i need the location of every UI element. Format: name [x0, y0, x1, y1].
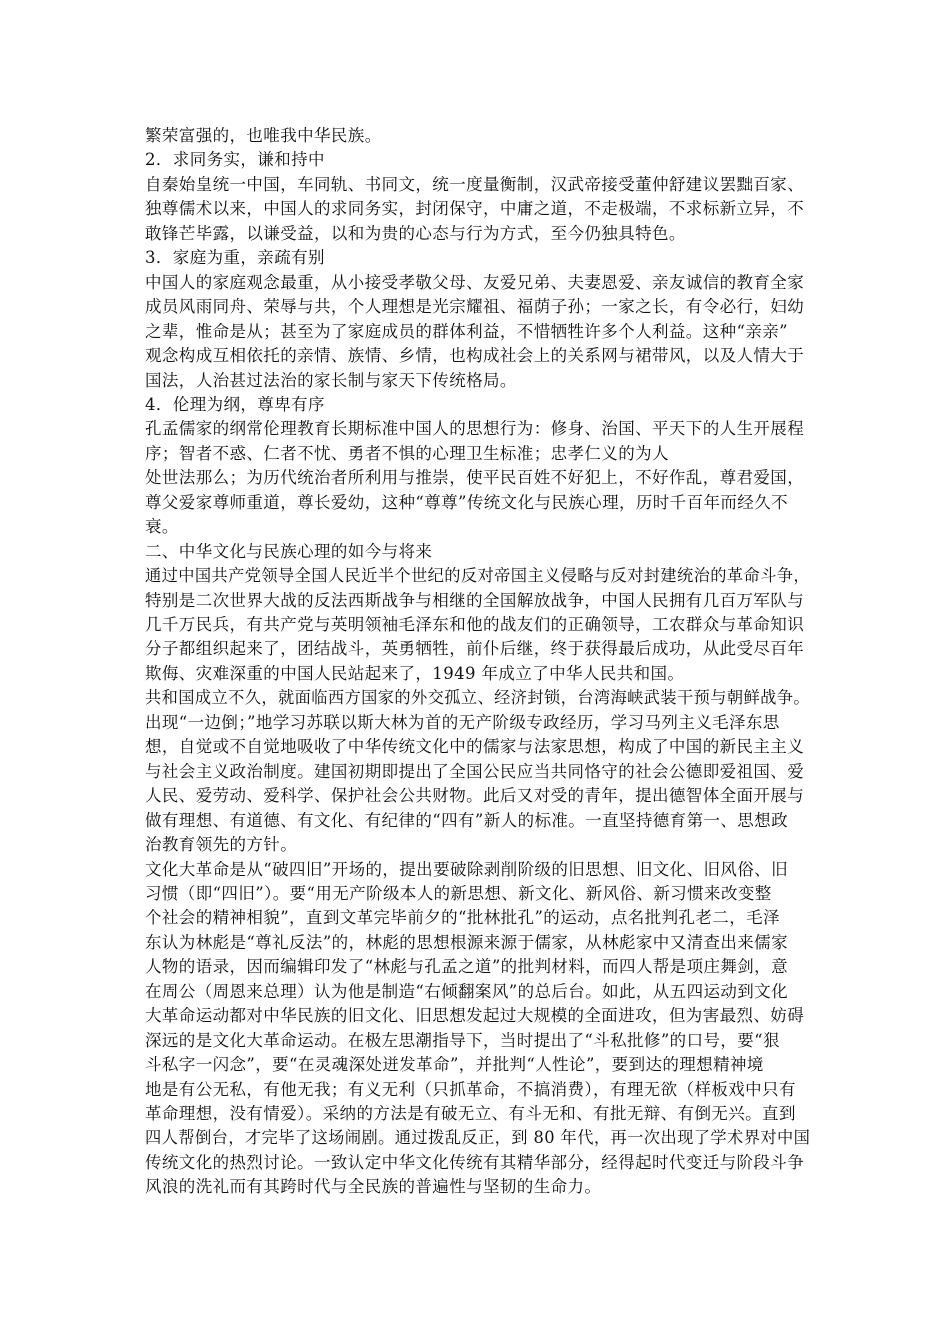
text-line: 特别是二次世界大战的反法西斯战争与相继的全国解放战争，中国人民拥有几百万军队与: [145, 590, 805, 610]
text-line: 自秦始皇统一中国，车同轨、书同文，统一度量衡制，汉武帝接受董仲舒建议罢黜百家、: [145, 174, 805, 194]
text-line: 革命理想，没有情爱）。采纳的方法是有破无立、有斗无和、有批无辩、有倒无兴。直到: [145, 1104, 796, 1123]
text-line: 3．家庭为重，亲疏有别: [145, 248, 325, 268]
text-line: 观念构成互相依托的亲情、族情、乡情，也构成社会上的关系网与裙带风，以及人情大于: [145, 346, 805, 365]
text-line: 处世法那么；为历代统治者所利用与推崇，使平民百姓不好犯上，不好作乱，尊君爱国，: [145, 468, 805, 488]
text-line: 2．求同务实，谦和持中: [145, 150, 325, 170]
text-line: 风浪的洗礼而有其跨时代与全民族的普遍性与坚韧的生命力。: [145, 1177, 602, 1197]
text-line: 人民、爱劳动、爱科学、保护社会公共财物。此后又对受的青年，提出德智体全面开展与: [145, 786, 805, 806]
text-line: 繁荣富强的，也唯我中华民族。: [145, 126, 382, 145]
text-line: 人物的语录，因而编辑印发了“林彪与孔孟之道”的批判材料，而四人帮是项庄舞剑，意: [145, 957, 788, 977]
text-line: 文化大革命是从“破四旧”开场的，提出要破除剥削阶级的旧思想、旧文化、旧风俗、旧: [145, 859, 788, 879]
text-line: 东认为林彪是“尊礼反法”的，林彪的思想根源来源于儒家，从林彪家中又清查出来儒家: [145, 932, 788, 952]
text-line: 四人帮倒台，才完毕了这场闹剧。通过拨乱反正，到 80 年代，再一次出现了学术界对中国: [145, 1128, 811, 1148]
text-line: 衰。: [145, 517, 179, 537]
text-line: 做有理想、有道德、有文化、有纪律的“四有”新人的标准。一直坚持德育第一、思想政: [145, 810, 788, 830]
text-line: 二、中华文化与民族心理的如今与将来: [145, 541, 433, 561]
text-line: 斗私字一闪念”，要“在灵魂深处迸发革命”，并批判“人性论”，要到达的理想精神境: [145, 1055, 764, 1075]
text-line: 想，自觉或不自觉地吸收了中华传统文化中的儒家与法家思想，构成了中国的新民主主义: [145, 737, 805, 757]
text-line: 独尊儒术以来，中国人的求同务实，封闭保守，中庸之道，不走极端，不求标新立异，不: [145, 199, 805, 219]
text-line: 地是有公无私，有他无我；有义无利（只抓革命，不搞消费），有理无欲（样板戏中只有: [145, 1079, 796, 1099]
text-line: 在周公（周恩来总理）认为他是制造“右倾翻案风”的总后台。如此，从五四运动到文化: [145, 981, 788, 1001]
text-line: 孔孟儒家的纲常伦理教育长期标准中国人的思想行为：修身、治国、平天下的人生开展程: [145, 419, 805, 439]
text-line: 中国人的家庭观念最重，从小接受孝敬父母、友爱兄弟、夫妻恩爱、亲友诚信的教育全家: [145, 272, 805, 292]
text-line: 个社会的精神相貌”，直到文革完毕前夕的“批林批孔”的运动，点名批判孔老二，毛泽: [145, 908, 780, 928]
text-line: 共和国成立不久，就面临西方国家的外交孤立、经济封锁，台湾海峡武装干预与朝鲜战争。: [145, 688, 810, 708]
text-line: 尊父爱家尊师重道，尊长爱幼，这种“尊尊”传统文化与民族心理，历时千百年而经久不: [145, 492, 788, 512]
text-line: 国法，人治甚过法治的家长制与家天下传统格局。: [145, 370, 517, 390]
text-line: 敢锋芒毕露，以谦受益，以和为贵的心态与行为方式，至今仍独具特色。: [145, 223, 686, 243]
text-line: 序；智者不惑、仁者不忧、勇者不惧的心理卫生标准；忠孝仁义的为人: [145, 443, 669, 463]
text-line: 欺侮、灾难深重的中国人民站起来了，1949 年成立了中华人民共和国。: [145, 663, 685, 683]
text-line: 通过中国共产党领导全国人民近半个世纪的反对帝国主义侵略与反对封建统治的革命斗争，: [145, 566, 810, 586]
text-line: 几千万民兵，有共产党与英明领袖毛泽东和他的战友们的正确领导，工农群众与革命知识: [145, 615, 805, 634]
text-line: 分子都组织起来了，团结战斗，英勇牺牲，前仆后继，终于获得最后成功，从此受尽百年: [145, 639, 805, 659]
text-line: 出现“一边倒；”地学习苏联以斯大林为首的无产阶级专政经历，学习马列主义毛泽东思: [145, 712, 780, 732]
text-line: 之辈，惟命是从；甚至为了家庭成员的群体利益，不惜牺牲许多个人利益。这种“亲亲”: [145, 321, 788, 341]
text-line: 成员风雨同舟、荣辱与共，个人理想是光宗耀祖、福荫子孙；一家之长，有令必行，妇幼: [145, 297, 805, 317]
text-line: 与社会主义政治制度。建国初期即提出了全国公民应当共同恪守的社会公德即爱祖国、爱: [145, 761, 805, 781]
text-line: 习惯（即“四旧”）。要“用无产阶级本人的新思想、新文化、新风俗、新习惯来改变整: [145, 883, 772, 903]
text-line: 深远的是文化大革命运动。在极左思潮指导下，当时提出了“斗私批修”的口号，要“狠: [145, 1030, 780, 1050]
text-line: 治教育领先的方针。: [145, 835, 298, 854]
text-line: 4．伦理为纲，尊卑有序: [145, 394, 325, 414]
text-line: 大革命运动都对中华民族的旧文化、旧思想发起过大规模的全面进攻，但为害最烈、妨碍: [145, 1006, 805, 1026]
text-line: 传统文化的热烈讨论。一致认定中华文化传统有其精华部分，经得起时代变迁与阶段斗争: [145, 1152, 805, 1172]
